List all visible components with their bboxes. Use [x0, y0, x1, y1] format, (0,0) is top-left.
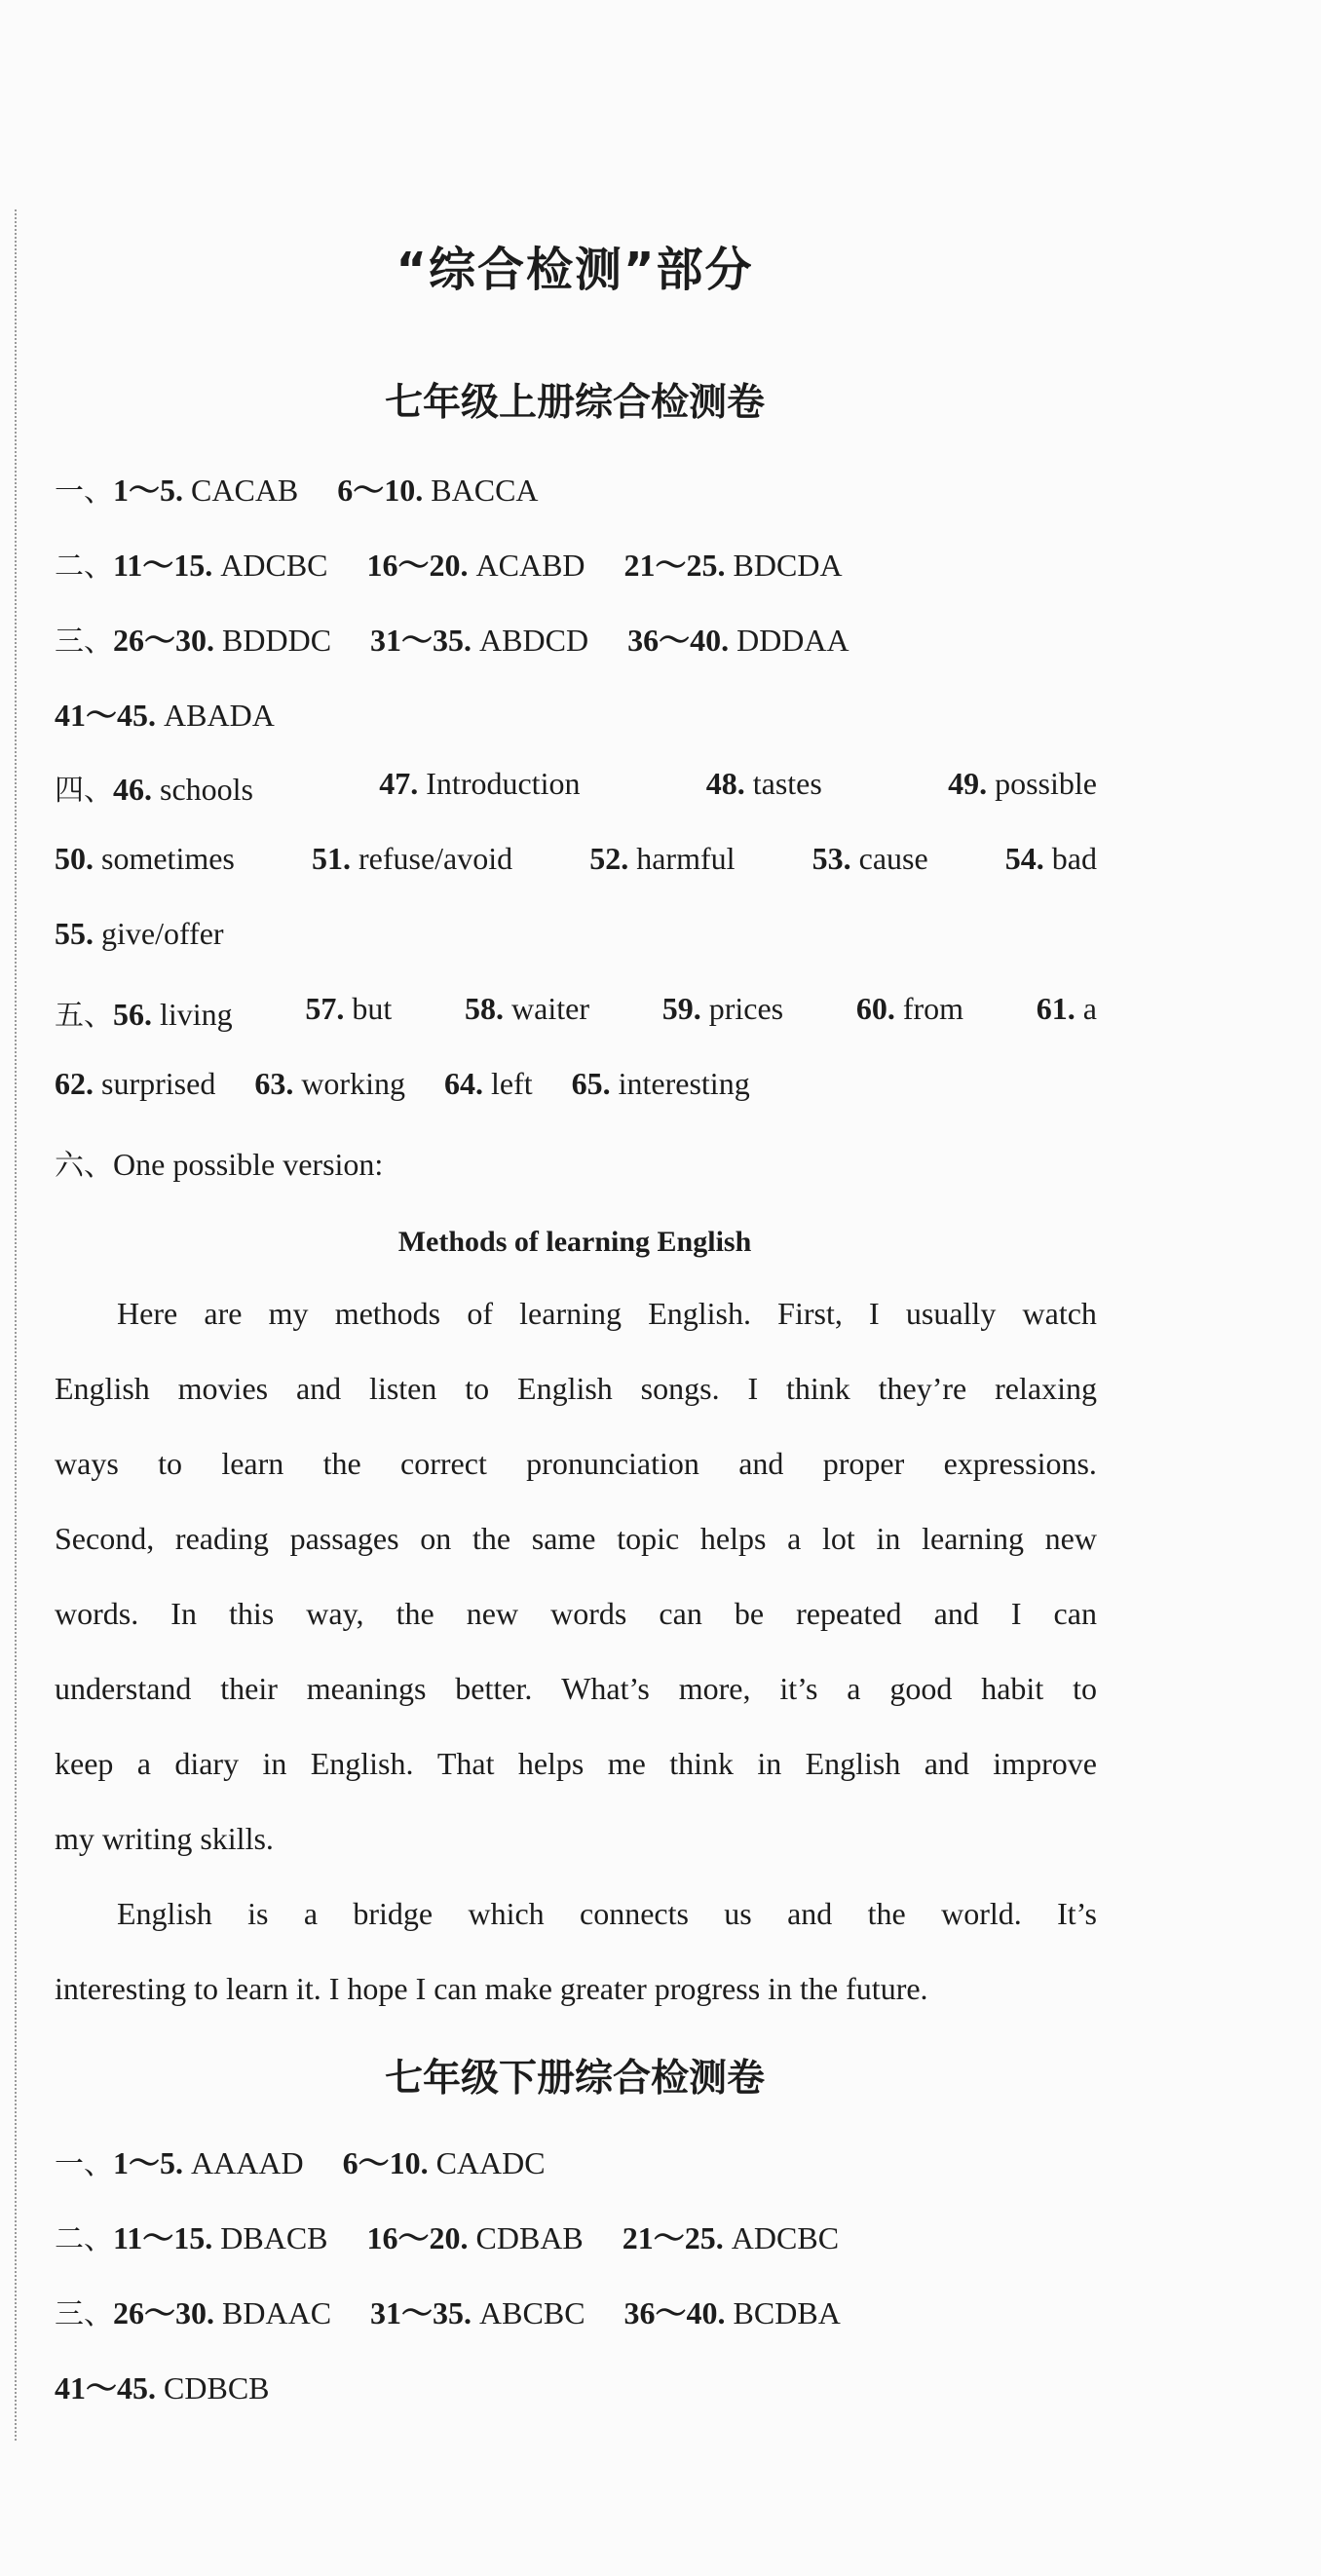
answer-line — [55, 466, 1097, 511]
question-number: 6～10. — [337, 473, 424, 508]
answer-text: bad — [1051, 841, 1097, 876]
question-number: 53. — [811, 841, 851, 876]
question-number: 16～20. — [366, 548, 469, 583]
answer-text: tastes — [752, 766, 822, 801]
answer-text: CAADC — [435, 2145, 546, 2180]
question-prefix: 二、 — [55, 2222, 113, 2256]
question-prefix: 六、 — [55, 1149, 113, 1183]
question-number: 47. — [379, 766, 419, 801]
answer-item — [343, 2145, 546, 2180]
answer-text: AAAAD — [191, 2145, 304, 2180]
question-number: 49. — [948, 766, 988, 801]
question-number: 52. — [589, 841, 629, 876]
question-number: 54. — [1004, 841, 1044, 876]
question-number: 6～10. — [342, 2145, 429, 2180]
question-number: 1～5. — [113, 2145, 184, 2180]
answer-text: sometimes — [101, 841, 235, 876]
section-title-grade7-second: 七年级下册综合检测卷 — [384, 2057, 765, 2101]
question-number: 58. — [465, 991, 505, 1026]
answer-item — [305, 991, 392, 1034]
essay-line: Here are my methods of learning English. First, I usually watch — [117, 1296, 1097, 1331]
essay-line — [55, 1801, 1097, 1876]
answer-text: CDBCB — [164, 2370, 270, 2406]
answer-item — [55, 2220, 328, 2255]
question-number: 41～45. — [55, 698, 157, 733]
answer-item — [623, 2220, 839, 2255]
essay-line: ways to learn the correct pronunciation and proper expressions. — [55, 1446, 1097, 1481]
answer-item — [627, 623, 849, 658]
answer-item — [55, 623, 331, 658]
answer-item — [465, 991, 589, 1034]
essay-line — [55, 1951, 1097, 2027]
answer-text: left — [490, 1066, 533, 1101]
answer-item — [55, 2145, 304, 2180]
answer-text: ADCBC — [220, 548, 328, 583]
question-number: 63. — [254, 1066, 294, 1101]
answer-item — [367, 2220, 584, 2255]
answer-item — [948, 766, 1097, 809]
essay-line: Second, reading passages on the same topic helps a lot in learning new — [55, 1521, 1097, 1556]
answer-item — [55, 473, 298, 508]
essay-title: Methods of learning English — [397, 1226, 752, 1258]
question-number: 50. — [55, 841, 94, 876]
answer-text: ABADA — [164, 698, 275, 733]
question-number: 65. — [571, 1066, 611, 1101]
answer-item — [706, 766, 822, 809]
answer-item — [55, 916, 224, 951]
essay-line: understand their meanings better. What’s more, it’s a good habit to — [55, 1671, 1097, 1706]
question-number: 41～45. — [55, 2370, 157, 2406]
answer-item — [55, 548, 328, 583]
question-number: 60. — [855, 991, 895, 1026]
answer-item — [624, 548, 843, 583]
answer-text: CACAB — [191, 473, 299, 508]
question-number: 26～30. — [113, 2295, 215, 2330]
question-number: 31～35. — [370, 623, 472, 658]
answer-text: DBACB — [220, 2220, 328, 2255]
answer-text: BCDBA — [733, 2295, 841, 2330]
question-number: 11～15. — [113, 548, 213, 583]
answer-text: BDDDC — [222, 623, 332, 658]
answer-line — [55, 616, 1097, 661]
answer-text: BDCDA — [733, 548, 843, 583]
question-number: 62. — [55, 1066, 94, 1101]
question-prefix: 三、 — [55, 2297, 113, 2331]
question-prefix: 四、 — [55, 774, 113, 808]
question-number: 31～35. — [370, 2295, 472, 2330]
answer-line — [55, 916, 1097, 952]
question-prefix: 二、 — [55, 549, 113, 584]
answer-text: living — [160, 997, 233, 1032]
answer-text: interesting — [618, 1066, 750, 1101]
answer-item — [55, 2295, 331, 2330]
answer-line — [55, 2289, 1097, 2333]
question-number: 36～40. — [623, 2295, 726, 2330]
answer-line — [55, 2214, 1097, 2258]
answer-text: harmful — [636, 841, 736, 876]
answer-text: DDDAA — [736, 623, 849, 658]
answer-text: BACCA — [431, 473, 539, 508]
answer-text: ACABD — [475, 548, 585, 583]
answer-item — [589, 841, 735, 877]
page-title: “综合检测”部分 — [396, 243, 754, 297]
answer-item — [312, 841, 512, 877]
answer-item — [572, 1066, 750, 1101]
question-number: 26～30. — [113, 623, 215, 658]
answer-item — [370, 2295, 585, 2330]
binding-margin-line — [15, 209, 17, 2441]
essay-line-text: interesting to learn it. I hope I can make greater progress in the future. — [55, 1971, 928, 2006]
answer-line — [55, 691, 1097, 736]
answer-item — [379, 766, 580, 809]
answer-text: ABDCD — [479, 623, 589, 658]
answer-text: schools — [160, 772, 253, 807]
question-number: 51. — [311, 841, 351, 876]
essay-line: keep a diary in English. That helps me think in English and improve — [55, 1746, 1097, 1781]
answer-text: possible — [995, 766, 1097, 801]
question-number: 16～20. — [366, 2220, 469, 2255]
essay-line: words. In this way, the new words can be repeated and I can — [55, 1596, 1097, 1631]
question-number: 1～5. — [113, 473, 184, 508]
question-number: 61. — [1036, 991, 1076, 1026]
question-number: 55. — [55, 916, 94, 951]
answer-line — [55, 2364, 1097, 2408]
answer-item — [624, 2295, 841, 2330]
answer-item — [55, 841, 235, 877]
answer-line — [55, 991, 1097, 1034]
answer-item — [55, 2370, 270, 2406]
answer-item — [812, 841, 928, 877]
writing-intro-line — [55, 1141, 1097, 1184]
answer-text: refuse/avoid — [358, 841, 513, 876]
essay-paragraph-1 — [55, 1276, 1097, 1876]
answer-item — [1037, 991, 1097, 1034]
answer-item — [444, 1066, 533, 1101]
question-number: 21～25. — [622, 2220, 724, 2255]
answer-line — [55, 841, 1097, 877]
question-number: 48. — [705, 766, 745, 801]
writing-intro: One possible version: — [113, 1147, 384, 1182]
section-title-grade7-first: 七年级上册综合检测卷 — [384, 381, 765, 425]
answer-text: BDAAC — [222, 2295, 332, 2330]
answer-text: ADCBC — [731, 2220, 840, 2255]
answer-text: a — [1082, 991, 1097, 1026]
answer-item — [662, 991, 783, 1034]
answer-text: CDBAB — [475, 2220, 584, 2255]
answer-text: waiter — [511, 991, 589, 1026]
question-prefix: 三、 — [55, 625, 113, 659]
question-number: 64. — [443, 1066, 483, 1101]
question-number: 59. — [661, 991, 701, 1026]
answer-line — [55, 766, 1097, 809]
answer-text: surprised — [101, 1066, 216, 1101]
question-prefix: 五、 — [55, 999, 113, 1033]
essay-line-text: my writing skills. — [55, 1821, 274, 1856]
answer-item — [1005, 841, 1097, 877]
answer-line — [55, 541, 1097, 586]
answer-text: from — [902, 991, 964, 1026]
essay-line: English movies and listen to English songs. I think they’re relaxing — [55, 1371, 1097, 1406]
answer-text: give/offer — [101, 916, 224, 951]
answer-item — [370, 623, 588, 658]
answer-item — [55, 766, 253, 809]
answer-item — [55, 1066, 215, 1101]
answer-item — [254, 1066, 405, 1101]
question-number: 57. — [305, 991, 345, 1026]
answer-line — [55, 2139, 1097, 2183]
answer-item — [856, 991, 963, 1034]
question-number: 11～15. — [113, 2220, 213, 2255]
question-number: 56. — [113, 997, 152, 1032]
question-number: 36～40. — [627, 623, 730, 658]
answer-text: prices — [708, 991, 784, 1026]
answer-item — [55, 698, 275, 733]
question-prefix: 一、 — [55, 2147, 113, 2181]
answer-item — [367, 548, 585, 583]
answer-text: ABCBC — [479, 2295, 585, 2330]
question-prefix: 一、 — [55, 474, 113, 509]
question-number: 46. — [113, 772, 152, 807]
answer-text: but — [352, 991, 393, 1026]
answer-item — [337, 473, 538, 508]
answer-item — [55, 991, 233, 1034]
essay-line: English is a bridge which connects us and the world. It’s — [117, 1896, 1097, 1931]
answer-text: cause — [858, 841, 928, 876]
question-number: 21～25. — [623, 548, 726, 583]
essay-paragraph-2 — [55, 1876, 1097, 2027]
answer-text: Introduction — [426, 766, 581, 801]
answer-text: working — [301, 1066, 405, 1101]
answer-line — [55, 1066, 1097, 1102]
